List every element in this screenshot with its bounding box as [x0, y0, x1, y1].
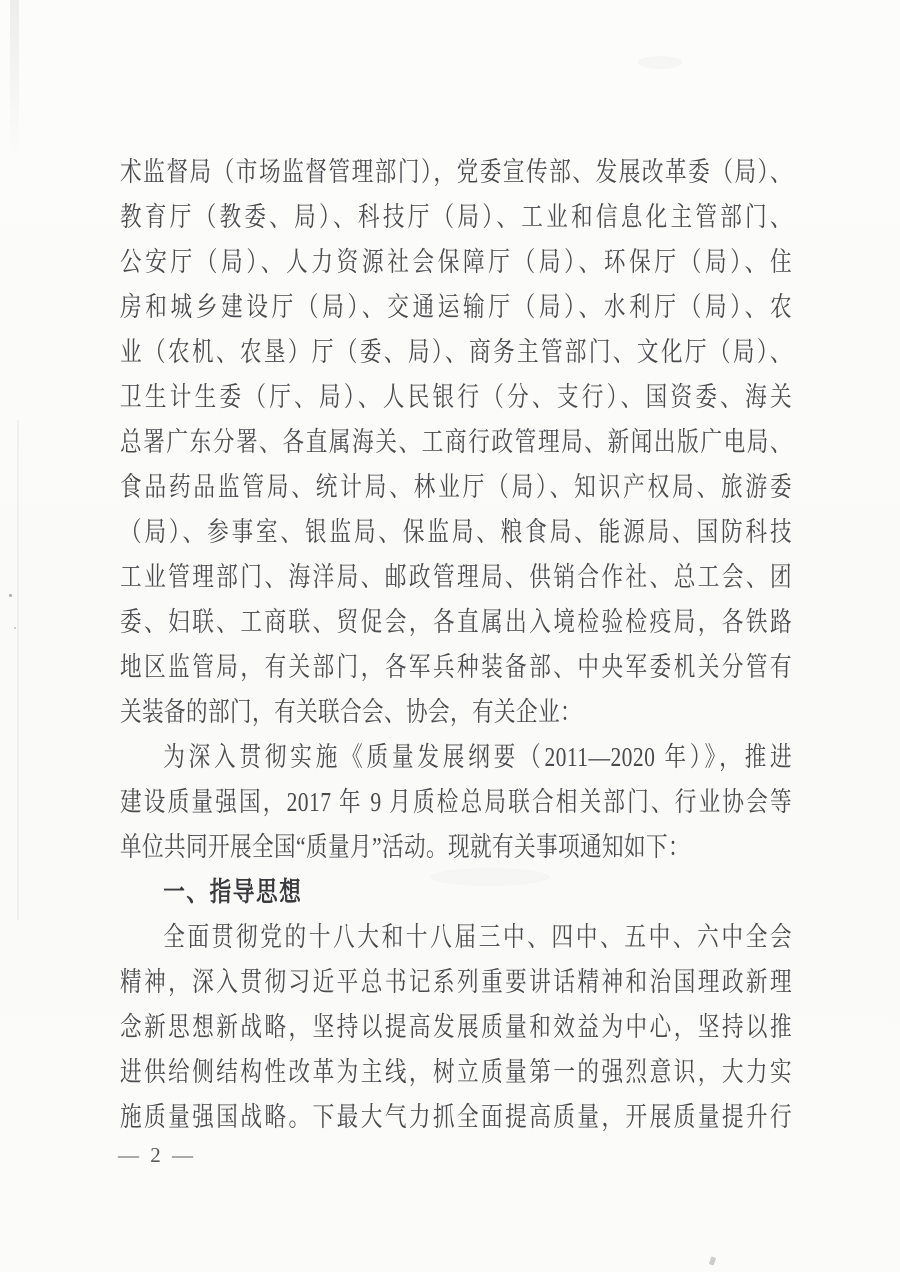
text-line: 委、妇联、工商联、贸促会，各直属出入境检验检疫局，各铁路 [120, 607, 792, 637]
scan-edge-line-artifact [17, 420, 19, 920]
section-heading: 一、指导思想 [163, 877, 303, 907]
text-line-paragraph-start: 全面贯彻党的十八大和十八届三中、四中、五中、六中全会 [163, 922, 792, 952]
text-line: 念新思想新战略，坚持以提高发展质量和效益为中心，坚持以推 [120, 1012, 792, 1042]
text-line: 单位共同开展全国“质量月”活动。现就有关事项通知如下： [120, 832, 690, 862]
text-line: 业（农机、农垦）厅（委、局）、商务主管部门、文化厅（局）、 [120, 337, 792, 367]
document-body [120, 150, 792, 1140]
text-line: 术监督局（市场监督管理部门），党委宣传部、发展改革委（局）、 [120, 157, 792, 187]
text-line: 房和城乡建设厅（局）、交通运输厅（局）、水利厅（局）、农 [120, 292, 792, 322]
text-line: 施质量强国战略。下最大气力抓全面提高质量，开展质量提升行 [120, 1102, 792, 1132]
text-line: 总署广东分署、各直属海关、工商行政管理局、新闻出版广电局、 [120, 427, 792, 457]
text-line: 进供给侧结构性改革为主线，树立质量第一的强烈意识，大力实 [120, 1057, 792, 1087]
text-line: 公安厅（局）、人力资源社会保障厅（局）、环保厅（局）、住 [120, 247, 792, 277]
text-line: 关装备的部门，有关联合会、协会，有关企业： [120, 697, 582, 727]
text-line: 地区监管局，有关部门，各军兵种装备部、中央军委机关分管有 [120, 652, 792, 682]
scan-smudge [638, 56, 682, 69]
scan-edge-artifact [10, 0, 19, 155]
text-line: 卫生计生委（厅、局）、人民银行（分、支行）、国资委、海关 [120, 382, 792, 412]
scan-speck [9, 594, 12, 597]
text-line-paragraph-start: 为深入贯彻实施《质量发展纲要（2011—2020 年）》，推进 [163, 742, 792, 772]
page-number: — 2 — [118, 1143, 196, 1167]
text-line: 建设质量强国，2017 年 9 月质检总局联合相关部门、行业协会等 [120, 787, 792, 817]
scan-speck [14, 627, 16, 629]
text-line: （局）、参事室、银监局、保监局、粮食局、能源局、国防科技 [120, 517, 792, 547]
scan-speck [709, 1256, 716, 1265]
text-line: 精神，深入贯彻习近平总书记系列重要讲话精神和治国理政新理 [120, 967, 792, 997]
text-line: 食品药品监管局、统计局、林业厅（局）、知识产权局、旅游委 [120, 472, 792, 502]
text-line: 工业管理部门、海洋局、邮政管理局、供销合作社、总工会、团 [120, 562, 792, 592]
text-line: 教育厅（教委、局）、科技厅（局）、工业和信息化主管部门、 [120, 202, 792, 232]
